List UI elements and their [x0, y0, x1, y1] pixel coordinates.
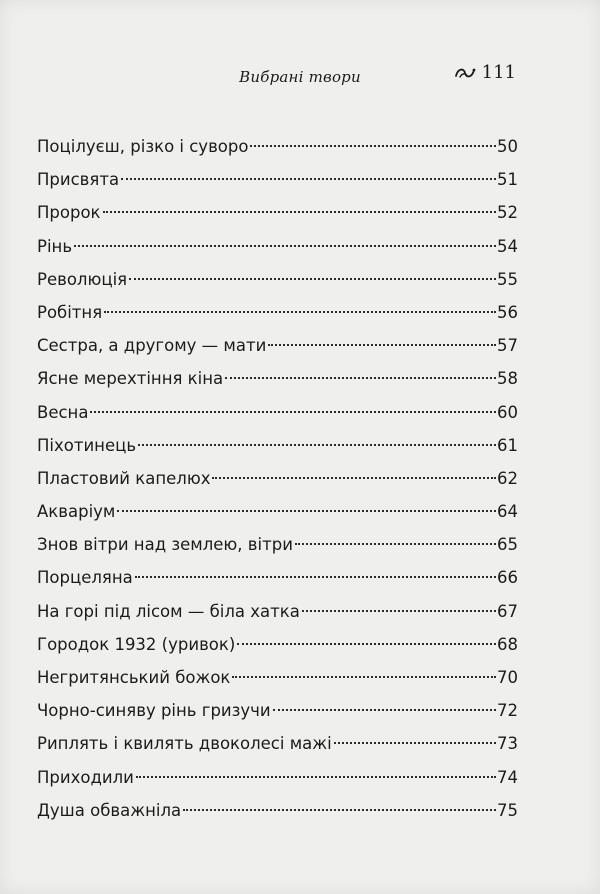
toc-entry[interactable] [37, 362, 518, 395]
dot-leader [104, 311, 496, 313]
toc-entry-title: Знов вітри над землею, вітри [37, 535, 293, 555]
dot-leader [90, 411, 496, 413]
dot-leader [250, 145, 496, 147]
dot-leader [268, 344, 496, 346]
toc-entry-page: 57 [497, 336, 518, 356]
toc-entry-title: Акваріум [37, 502, 116, 522]
dot-leader [302, 610, 496, 612]
toc-entry-page: 52 [497, 203, 518, 223]
toc-entry-page: 58 [497, 369, 518, 389]
table-of-contents [37, 130, 518, 827]
toc-entry-page: 60 [497, 402, 518, 422]
toc-entry-page: 68 [497, 634, 518, 654]
page-number-group [454, 62, 516, 83]
toc-entry-title: Революція [37, 269, 128, 289]
toc-entry-page: 73 [497, 734, 518, 754]
toc-entry-title: Душа обважніла [37, 800, 182, 820]
toc-entry-title: Приходили [37, 767, 134, 787]
toc-entry[interactable] [37, 694, 518, 727]
dot-leader [232, 676, 496, 678]
toc-entry-page: 70 [497, 668, 518, 687]
toc-entry-title: Ясне мерехтіння кіна [37, 369, 224, 389]
toc-entry-title: Негритянський божок [37, 668, 231, 687]
toc-entry[interactable] [37, 462, 518, 495]
dot-leader [117, 510, 496, 512]
running-header [0, 62, 600, 92]
toc-entry-title: Пластовий капелюх [37, 468, 211, 488]
toc-entry[interactable] [37, 661, 518, 694]
toc-entry[interactable] [37, 396, 518, 429]
dot-leader [136, 776, 496, 778]
dot-leader [183, 809, 496, 811]
toc-entry[interactable] [37, 163, 518, 196]
toc-entry-page: 74 [497, 767, 518, 787]
toc-entry-title: Городок 1932 (уривок) [37, 634, 236, 654]
toc-entry-page: 51 [497, 170, 518, 190]
dot-leader [121, 178, 496, 180]
toc-entry[interactable] [37, 595, 518, 628]
toc-entry[interactable] [37, 429, 518, 462]
toc-entry[interactable] [37, 761, 518, 794]
dot-leader [212, 477, 496, 479]
toc-entry[interactable] [37, 329, 518, 362]
toc-entry[interactable] [37, 528, 518, 561]
toc-entry-page: 66 [497, 568, 518, 588]
book-title: Вибрані твори [239, 68, 361, 86]
toc-entry-page: 54 [497, 236, 518, 256]
toc-entry-page: 64 [497, 502, 518, 522]
toc-entry[interactable] [37, 495, 518, 528]
toc-entry-page: 61 [497, 435, 518, 455]
dot-leader [273, 709, 496, 711]
dot-leader [295, 543, 496, 545]
toc-entry-title: Присвята [37, 170, 120, 190]
toc-entry[interactable] [37, 561, 518, 594]
dot-leader [237, 643, 496, 645]
toc-entry[interactable] [37, 130, 518, 163]
dot-leader [135, 576, 496, 578]
toc-entry-title: На горі під лісом — біла хатка [37, 601, 300, 621]
toc-entry-title: Піхотинець [37, 435, 137, 455]
toc-entry-page: 55 [497, 269, 518, 289]
toc-entry[interactable] [37, 296, 518, 329]
toc-entry-title: Пророк [37, 203, 101, 223]
toc-entry-page: 72 [497, 701, 518, 721]
toc-entry-title: Робітня [37, 302, 103, 322]
toc-entry-page: 50 [497, 137, 518, 156]
toc-entry-title: Поцілуєш, різко і суворо [37, 137, 249, 156]
dot-leader [138, 444, 496, 446]
toc-entry-page: 56 [497, 302, 518, 322]
toc-entry-page: 67 [497, 601, 518, 621]
dot-leader [334, 742, 496, 744]
dot-leader [74, 245, 496, 247]
toc-entry-page: 62 [497, 468, 518, 488]
fleuron-icon [454, 64, 476, 82]
toc-entry-title: Сестра, а другому — мати [37, 336, 267, 356]
toc-entry[interactable] [37, 628, 518, 661]
dot-leader [129, 278, 496, 280]
toc-entry-title: Рінь [37, 236, 73, 256]
page-number: 111 [481, 62, 516, 83]
toc-entry[interactable] [37, 727, 518, 760]
toc-entry[interactable] [37, 196, 518, 229]
toc-entry-page: 65 [497, 535, 518, 555]
toc-entry-page: 75 [497, 800, 518, 820]
dot-leader [103, 211, 496, 213]
toc-entry[interactable] [37, 794, 518, 827]
toc-entry-title: Весна [37, 402, 89, 422]
toc-entry[interactable] [37, 263, 518, 296]
toc-entry[interactable] [37, 230, 518, 263]
toc-entry-title: Риплять і квилять двоколесі мажі [37, 734, 332, 754]
dot-leader [225, 377, 496, 379]
toc-entry-title: Порцеляна [37, 568, 133, 588]
toc-entry-title: Чорно-синяву рінь гризучи [37, 701, 271, 721]
